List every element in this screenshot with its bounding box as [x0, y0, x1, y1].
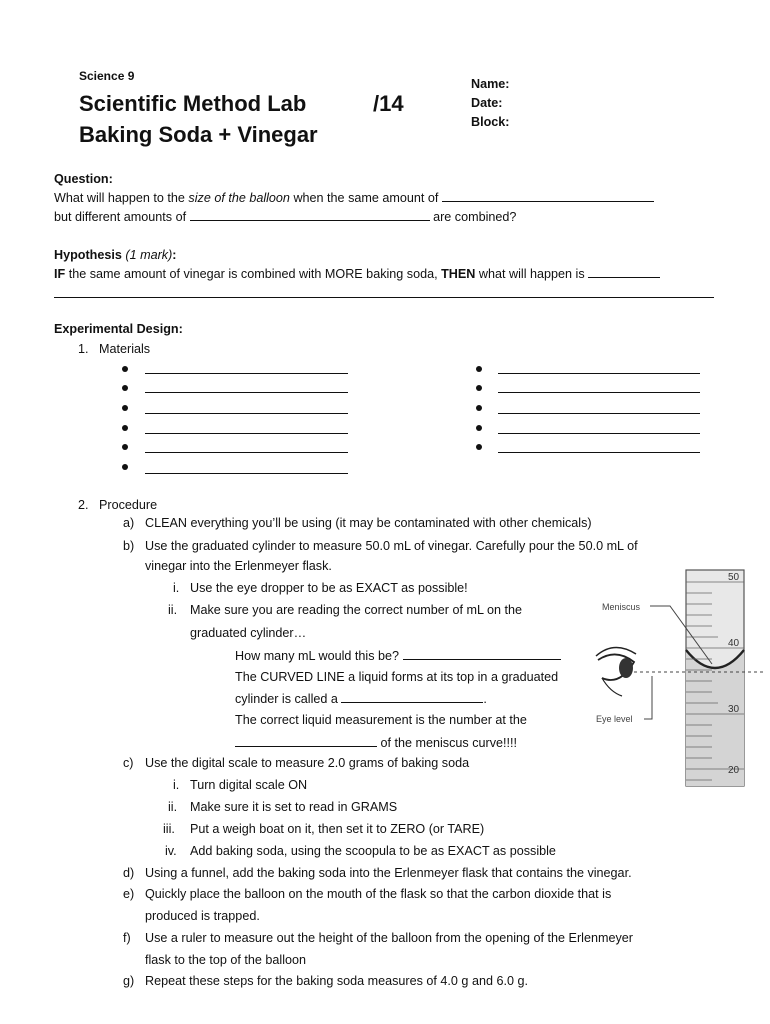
hypothesis-heading	[54, 247, 176, 263]
score-total: /14	[373, 91, 404, 116]
meniscus-question-text: cylinder is called a	[235, 692, 338, 706]
step-c-iv-text: Add baking soda, using the scoopula to be as EXACT as possible	[190, 844, 556, 858]
hypothesis-then: THEN	[441, 267, 476, 281]
step-c-ii-num: ii.	[168, 800, 178, 814]
bullet-icon	[122, 425, 128, 431]
page-subtitle: Baking Soda + Vinegar	[79, 122, 318, 147]
material-blank[interactable]	[145, 413, 348, 414]
step-c-iv-num: iv.	[165, 844, 177, 858]
graduated-cylinder-figure	[588, 568, 764, 790]
material-blank[interactable]	[498, 452, 700, 453]
hypothesis-blank-long[interactable]	[54, 297, 714, 298]
question-line-2	[54, 208, 516, 225]
step-b-ii-text-2: graduated cylinder…	[190, 626, 307, 640]
step-b-ii-text-1: Make sure you are reading the correct number of mL on the	[190, 603, 523, 617]
step-f-text-1: Use a ruler to measure out the height of the balloon from the opening of the Erlenmeyer	[145, 931, 633, 945]
bullet-icon	[476, 425, 482, 431]
material-blank[interactable]	[145, 373, 348, 374]
meniscus-period: .	[483, 692, 487, 706]
procedure-number: 2.	[78, 498, 89, 512]
step-b-ii-num: ii.	[168, 603, 178, 617]
step-e-text-2: produced is trapped.	[145, 909, 260, 923]
step-c-i-text: Turn digital scale ON	[190, 778, 308, 792]
vinegar-blank[interactable]	[442, 189, 654, 202]
measurement-text-2: of the meniscus curve!!!!	[380, 736, 517, 750]
material-blank[interactable]	[498, 373, 700, 374]
tick-label-30: 30	[728, 704, 740, 715]
curved-line-text: The CURVED LINE a liquid forms at its top in a graduated	[235, 670, 559, 684]
bullet-icon	[476, 366, 482, 372]
material-blank[interactable]	[498, 433, 700, 434]
tick-label-40: 40	[728, 638, 740, 649]
bullet-icon	[122, 385, 128, 391]
tick-label-20: 20	[728, 765, 740, 776]
step-b-i-num: i.	[173, 581, 180, 595]
step-b-letter: b)	[123, 539, 135, 553]
step-c-iii-text: Put a weigh boat on it, then set it to ZERO (or TARE)	[190, 822, 485, 836]
meniscus-label: Meniscus	[602, 602, 641, 612]
block-label: Block:	[471, 115, 510, 129]
eye-level-label: Eye level	[596, 714, 633, 724]
bullet-icon	[122, 464, 128, 470]
hypothesis-if: IF	[54, 267, 66, 281]
step-c-ii-text: Make sure it is set to read in GRAMS	[190, 800, 398, 814]
curve-position-blank[interactable]	[235, 734, 377, 747]
bullet-icon	[122, 405, 128, 411]
step-g-text: Repeat these steps for the baking soda measures of 4.0 g and 6.0 g.	[145, 974, 528, 988]
step-a-letter: a)	[123, 516, 135, 530]
material-blank[interactable]	[498, 413, 700, 414]
eye-icon	[596, 647, 636, 696]
measurement-text: The correct liquid measurement is the number at the	[235, 713, 527, 727]
name-label: Name:	[471, 77, 510, 91]
step-c-letter: c)	[123, 756, 134, 770]
question-heading: Question:	[54, 172, 113, 186]
material-blank[interactable]	[145, 473, 348, 474]
question-italic: size of the balloon	[188, 191, 290, 205]
question-ml	[235, 647, 561, 664]
question-ml-text: How many mL would this be?	[235, 649, 400, 663]
ml-blank[interactable]	[403, 647, 561, 660]
step-e-text-1: Quickly place the balloon on the mouth of the flask so that the carbon dioxide that is	[145, 887, 612, 901]
bullet-icon	[122, 366, 128, 372]
materials-number: 1.	[78, 342, 89, 356]
bullet-icon	[122, 444, 128, 450]
page-title: Scientific Method Lab	[79, 91, 307, 116]
hypothesis-text-a: the same amount of vinegar is combined with MORE baking soda,	[65, 267, 442, 281]
procedure-label: Procedure	[99, 498, 158, 512]
course-label: Science 9	[79, 69, 135, 83]
step-e-letter: e)	[123, 887, 135, 901]
material-blank[interactable]	[145, 392, 348, 393]
question-text-c: but different amounts of	[54, 210, 187, 224]
hypothesis-line	[54, 265, 660, 282]
material-blank[interactable]	[498, 392, 700, 393]
date-label: Date:	[471, 96, 503, 110]
step-a-text: CLEAN everything you’ll be using (it may be contaminated with other chemicals)	[145, 516, 592, 530]
step-c-iii-num: iii.	[163, 822, 175, 836]
bullet-icon	[476, 385, 482, 391]
meniscus-question	[235, 690, 487, 707]
question-text-d: are combined?	[433, 210, 517, 224]
step-d-text: Using a funnel, add the baking soda into the Erlenmeyer flask that contains the vinegar.	[145, 866, 632, 880]
step-f-text-2: flask to the top of the balloon	[145, 953, 307, 967]
step-c-i-num: i.	[173, 778, 180, 792]
question-line-1	[54, 189, 654, 206]
hypothesis-colon: :	[172, 248, 177, 262]
material-blank[interactable]	[145, 433, 348, 434]
step-g-letter: g)	[123, 974, 135, 988]
hypothesis-text-b: what will happen is	[475, 267, 585, 281]
materials-label: Materials	[99, 342, 151, 356]
bullet-icon	[476, 444, 482, 450]
bullet-icon	[476, 405, 482, 411]
baking-soda-blank[interactable]	[190, 208, 430, 221]
step-b-text-2: vinegar into the Erlenmeyer flask.	[145, 559, 332, 573]
tick-label-50: 50	[728, 572, 740, 583]
step-c-text: Use the digital scale to measure 2.0 grams of baking soda	[145, 756, 470, 770]
eye-level-pointer	[644, 676, 652, 719]
step-b-i-text: Use the eye dropper to be as EXACT as possible!	[190, 581, 468, 595]
step-b-text-1: Use the graduated cylinder to measure 50.0 mL of vinegar. Carefully pour the 50.0 mL of	[145, 539, 638, 553]
question-text-b: when the same amount of	[289, 191, 439, 205]
hypothesis-blank-short[interactable]	[588, 265, 660, 278]
design-heading: Experimental Design:	[54, 322, 183, 336]
material-blank[interactable]	[145, 452, 348, 453]
question-text-a: What will happen to the	[54, 191, 189, 205]
hypothesis-label: Hypothesis	[54, 248, 122, 262]
measurement-question	[235, 734, 517, 751]
step-f-letter: f)	[123, 931, 131, 945]
meniscus-blank[interactable]	[341, 690, 483, 703]
step-d-letter: d)	[123, 866, 135, 880]
hypothesis-marks: (1 mark)	[125, 248, 173, 262]
